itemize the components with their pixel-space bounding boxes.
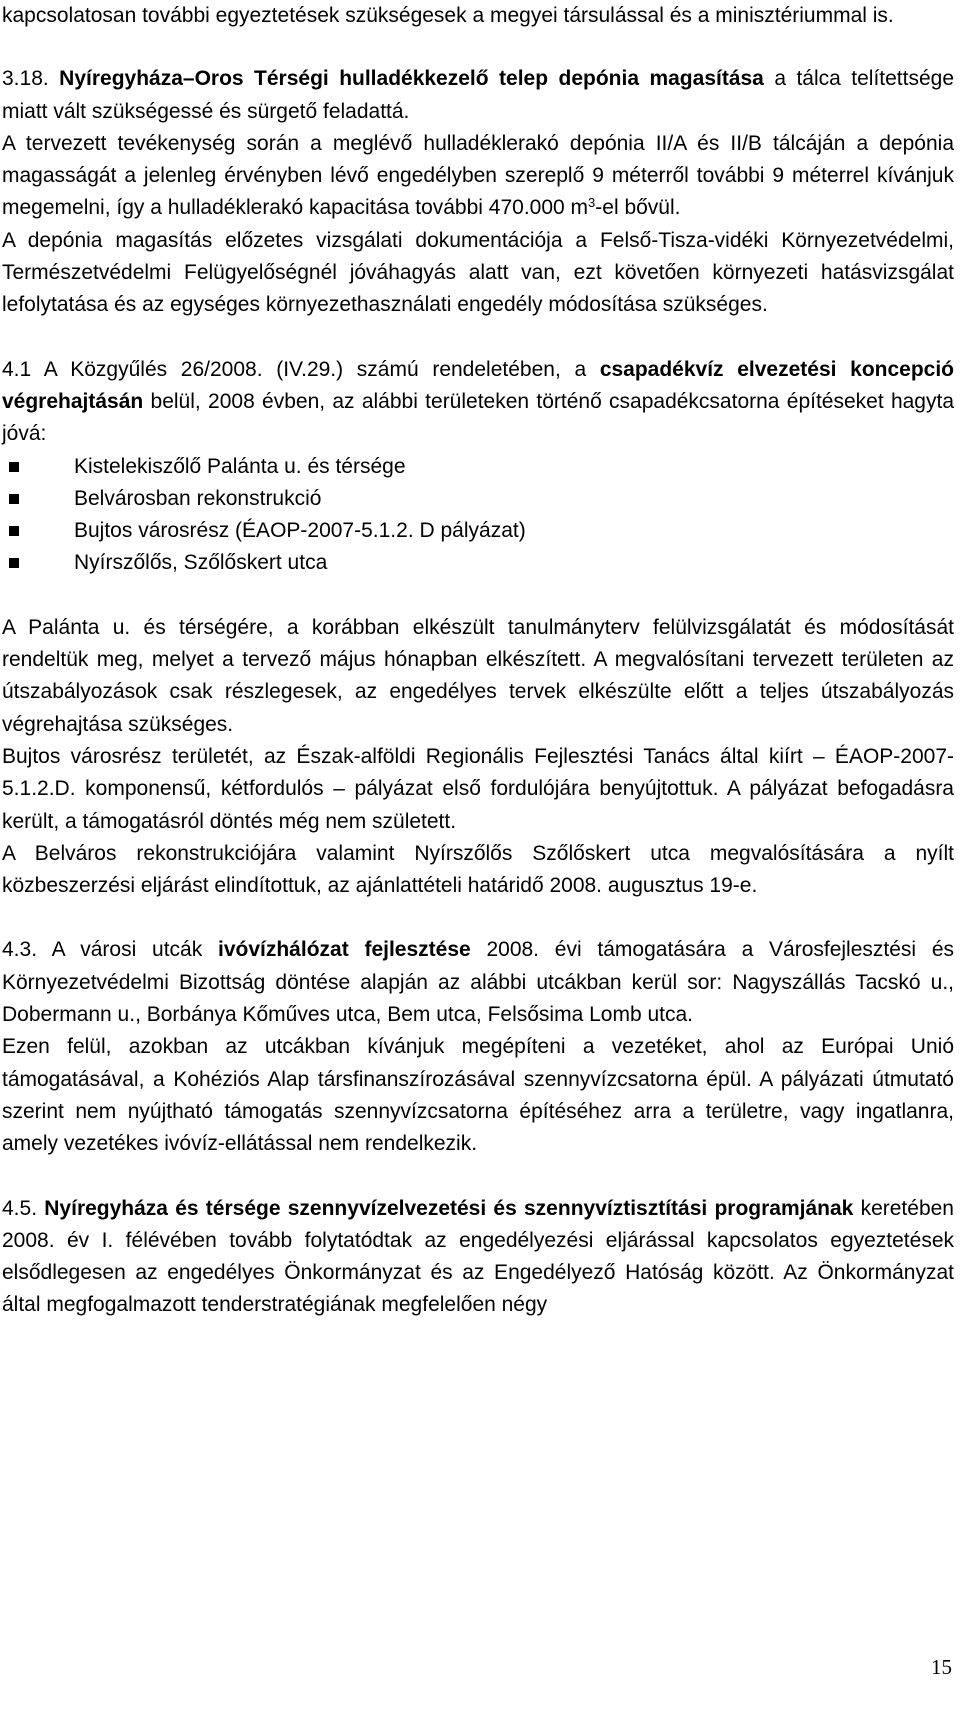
section-4-1-bold: csapadékvíz elvezetési koncepció végrehajtásán	[2, 357, 955, 413]
page-number: 15	[931, 1655, 952, 1679]
section-4-5-intro: 4.5.	[2, 1196, 45, 1220]
list-item	[2, 515, 954, 547]
depot-permit-paragraph: A depónia magasítás előzetes vizsgálati dokumentációja a Felső-Tisza-vidéki Környezetvédelmi, Természetvédelmi Felügyelőségnél jóváhagyás alatt van, ezt követően környezeti hatásvizsgálat lefolytatása és az egységes környezethasználati engedély módosítása szükséges.	[2, 228, 954, 317]
list-item-text: Belvárosban rekonstrukció	[74, 486, 322, 510]
list-item	[2, 451, 954, 483]
section-title: Nyíregyháza–Oros Térségi hulladékkezelő telep depónia magasítása	[59, 67, 764, 91]
list-item-text: Bujtos városrész (ÉAOP-2007-5.1.2. D pályázat)	[74, 519, 526, 543]
square-bullet-icon	[9, 494, 19, 504]
square-bullet-icon	[9, 462, 19, 472]
cubic-superscript: 3	[588, 195, 596, 211]
section-number: 3.18.	[2, 67, 60, 91]
belvaros-paragraph: A Belváros rekonstrukciójára valamint Nyírszőlős Szőlőskert utca megvalósítására a nyílt közbeszerzési eljárást elindítottuk, az ajánlattételi határidő 2008. augusztus 19-e.	[2, 841, 954, 898]
sewer-paragraph: Ezen felül, azokban az utcákban kívánjuk megépíteni a vezetéket, ahol az Európai Unió támogatásával, a Kohéziós Alap társfinanszírozásával szennyvízcsatorna épül. A pályázati útmutató szerint nem nyújtható támogatás szennyvízcsatorna építéséhez arra a területre, vagy ingatlanra, amely vezetékes ivóvíz-ellátással nem rendelkezik.	[2, 1035, 954, 1156]
list-item	[2, 547, 954, 579]
section-4-5-bold: Nyíregyháza és térsége szennyvízelvezetési és szennyvíztisztítási programjának	[44, 1196, 854, 1220]
square-bullet-icon	[9, 526, 19, 536]
section-4-3-text: 2008. évi támogatására a Városfejlesztési és Környezetvédelmi Bizottság döntése alapján az alábbi utcákban kerül sor: Nagyszállás Tacskó u., Dobermann u., Borbánya Kőműves utca, Bem utca, Felsősima Lomb utca.	[2, 938, 955, 1027]
section-4-1-paragraph	[2, 354, 954, 451]
section-4-3-intro: 4.3. A városi utcák	[2, 938, 218, 962]
section-3-18-heading-paragraph	[2, 63, 954, 128]
list-item-text: Nyírszőlős, Szőlőskert utca	[74, 551, 328, 575]
list-item	[2, 483, 954, 515]
depot-expansion-tail: -el bővül.	[595, 196, 681, 220]
approved-areas-list	[2, 451, 954, 580]
square-bullet-icon	[9, 558, 19, 568]
document-body	[2, 0, 954, 1322]
continuation-paragraph: kapcsolatosan további egyeztetések szükségesek a megyei társulással és a minisztériummal is.	[2, 4, 894, 27]
depot-expansion-paragraph	[2, 128, 954, 225]
list-item-text: Kistelekiszőlő Palánta u. és térsége	[74, 454, 406, 478]
section-4-5-paragraph	[2, 1193, 954, 1322]
palanta-paragraph: A Palánta u. és térségére, a korábban elkészült tanulmányterv felülvizsgálatát és módosítását rendeltük meg, melyet a tervező május hónapban elkészített. A megvalósítani tervezett területen az útszabályozások csak részlegesek, az engedélyes tervek elkészülte előtt a teljes útszabályozás végrehajtása szükséges.	[2, 615, 954, 736]
section-4-1-text: belül, 2008 évben, az alábbi területeken történő csapadékcsatorna építéseket hagyta jóvá:	[2, 389, 954, 446]
section-4-3-bold: ivóvízhálózat fejlesztése	[218, 938, 471, 962]
section-4-5-text: keretében 2008. év I. félévében tovább folytatódtak az engedélyezési eljárással kapcsolatos egyeztetések elsődlegesen az engedélyes Önkormányzat és az Engedélyező Hatóság között. Az Önkormányzat által megfogalmazott tenderstratégiának megfelelően négy	[2, 1196, 954, 1317]
section-text: a tálca telítettsége miatt vált szükségessé és sürgető feladattá.	[2, 67, 955, 123]
bujtos-paragraph: Bujtos városrész területét, az Észak-alföldi Regionális Fejlesztési Tanács által kiírt – ÉAOP-2007-5.1.2.D. komponensű, kétfordulós – pályázat első fordulójára benyújtottuk. A pályázat befogadásra került, a támogatásról döntés még nem született.	[2, 744, 954, 833]
section-4-3-paragraph	[2, 934, 954, 1031]
section-4-1-intro: 4.1 A Közgyűlés 26/2008. (IV.29.) számú rendeletében, a	[2, 357, 600, 381]
depot-expansion-text: A tervezett tevékenység során a meglévő hulladéklerakó depónia II/A és II/B tálcáján a depónia magasságát a jelenleg érvényben lévő engedélyben szereplő 9 méterről további 9 méterrel kívánjuk megemelni, így a hulladéklerakó kapacitása további 470.000 m	[2, 131, 954, 220]
